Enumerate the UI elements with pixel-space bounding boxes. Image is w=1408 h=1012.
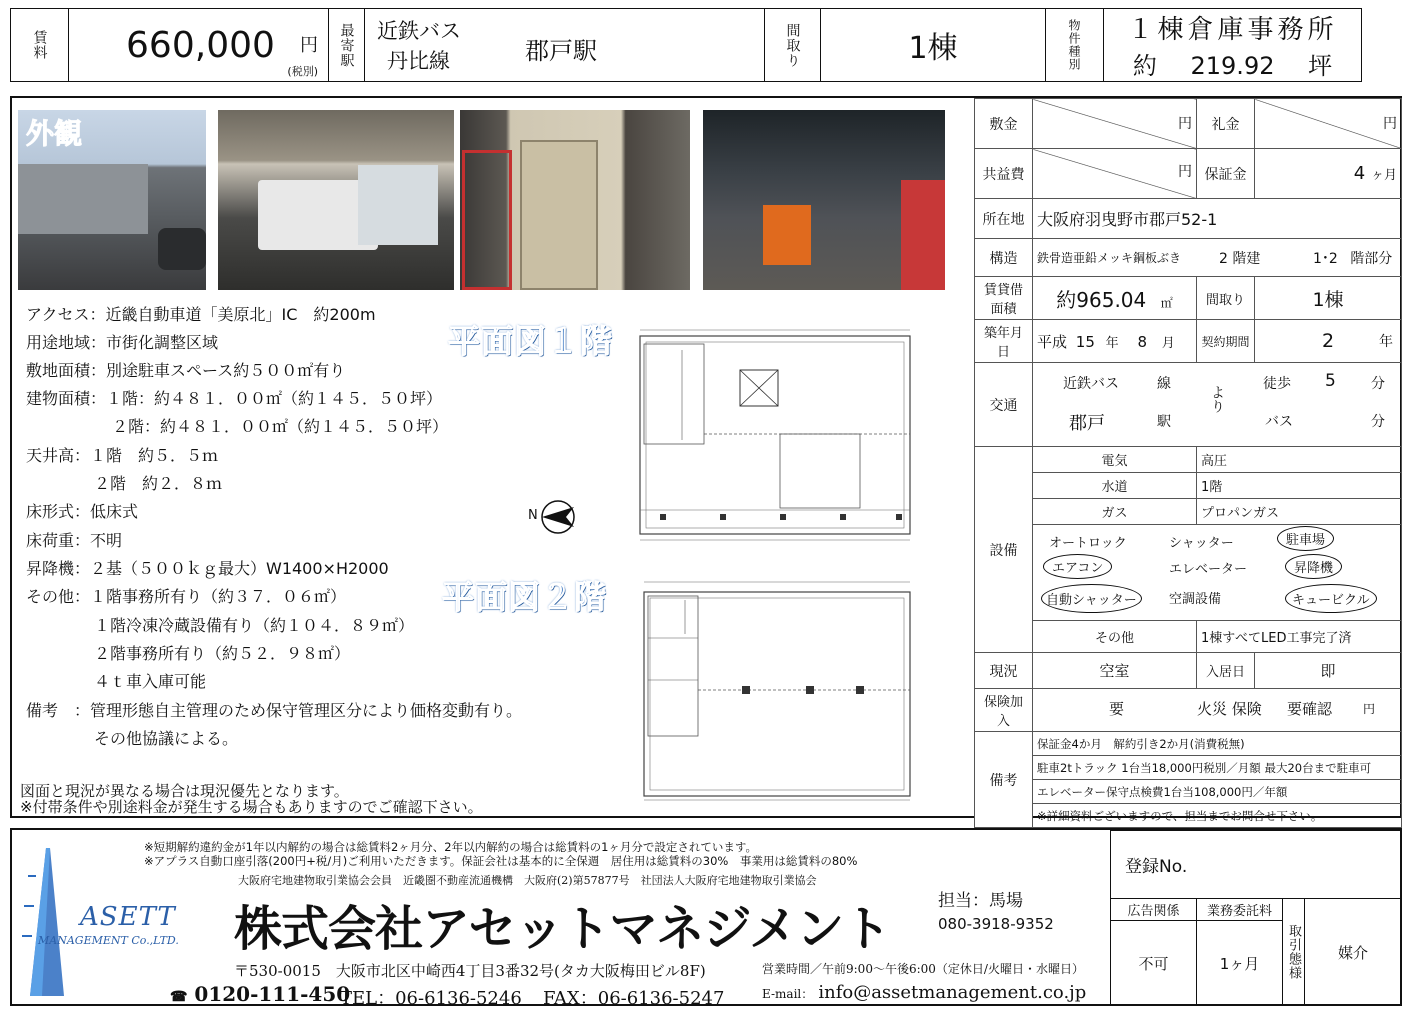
building-shape	[18, 164, 148, 234]
exterior-photo	[18, 110, 206, 290]
guarantee-value: 4	[1353, 163, 1366, 184]
traffic-line-unit: 線	[1157, 375, 1171, 392]
deal-label: 取引態様	[1286, 924, 1301, 980]
spec-other-1: その他：１階事務所有り（約３７．０６㎡）	[26, 587, 347, 606]
equip-grid	[1033, 526, 1401, 620]
built-label: 築年月日	[975, 320, 1033, 363]
status-value: 空室	[1033, 653, 1197, 689]
floors-value: 2	[1219, 251, 1228, 267]
company-fax: FAX：06-6136-5247	[543, 988, 725, 1009]
exterior-label: 外観	[26, 117, 83, 150]
spec-building-area-2f: ２階：約４８１．００㎡（約１４５．５０坪）	[112, 417, 449, 436]
spec-lift: 昇降機：２基（５００ｋｇ最大）W1400×H2000	[26, 559, 389, 578]
common-fee-unit: 円	[1178, 164, 1192, 180]
equip-auto-shutter: 自動シャッター	[1041, 584, 1142, 613]
traffic-station-unit: 駅	[1157, 413, 1171, 430]
floor-part: 1･2	[1313, 251, 1338, 267]
spec-site-area: 敷地面積：別途駐車スペース約５００㎡有り	[26, 361, 346, 380]
other-label: その他	[1033, 621, 1197, 653]
address-label: 所在地	[975, 199, 1033, 239]
rent-area-label: 賃貸借面積	[975, 277, 1033, 320]
move-in-value: 即	[1255, 653, 1402, 689]
floor2-plan-label: 平面図２階	[442, 578, 608, 616]
remark-1: 保証金4か月 解約引き2か月(消費税無)	[1033, 732, 1402, 756]
rent-area-value: 約965.04	[1056, 287, 1147, 312]
traffic-walk-unit: 分	[1371, 375, 1385, 392]
equip-aircon: エアコン	[1043, 554, 1112, 579]
warehouse-photo	[703, 110, 945, 290]
traffic-yori: より	[1209, 384, 1225, 413]
footer-note-1: ※短期解約違約金が1年以内解約の場合は総賃料2ヶ月分、2年以内解約の場合は総賃料の1ヶ月分で設定されています。	[144, 840, 757, 854]
traffic-station: 郡戸	[1069, 412, 1105, 434]
water-label: 水道	[1033, 473, 1197, 499]
equip-hvac: 空調設備	[1169, 591, 1222, 607]
insurance-fire: 火災 保険	[1197, 700, 1262, 718]
contract-label: 契約期間	[1197, 320, 1255, 363]
company-name: 株式会社アセットマネジメント	[234, 901, 891, 957]
spec-zoning: 用途地域：市街化調整区域	[26, 333, 219, 352]
contract-unit: 年	[1379, 334, 1393, 350]
elevator-door	[520, 140, 598, 290]
built-year: 15	[1075, 332, 1095, 351]
area-line	[1104, 46, 1361, 81]
ad-label: 広告関係	[1111, 899, 1197, 921]
status-label: 現況	[975, 653, 1033, 689]
spec-other-2: １階冷凍冷蔵設備有り（約１０４．８９㎡）	[94, 616, 415, 635]
rent-tax: (税別)	[287, 65, 318, 78]
email-line	[762, 982, 1086, 1003]
rent-label: 賃料	[31, 30, 48, 60]
registration-table	[1110, 830, 1402, 1006]
email-address[interactable]: info@assetmanagement.co.jp	[818, 982, 1087, 1003]
type-label: 物件種別	[1067, 19, 1081, 71]
address-value: 大阪府羽曳野市郡戸52-1	[1037, 210, 1218, 229]
company-logo	[20, 846, 210, 996]
floors-unit: 階建	[1232, 251, 1261, 267]
insurance-value: 要	[1109, 700, 1125, 718]
built-era: 平成	[1037, 332, 1068, 351]
rack-shape	[901, 180, 945, 290]
compass-north: N	[528, 508, 538, 523]
gas-value: プロパンガス	[1197, 499, 1402, 525]
traffic-label: 交通	[975, 363, 1033, 447]
car-shape	[158, 228, 206, 270]
property-detail-table	[974, 98, 1402, 823]
floor-part-unit: 階部分	[1350, 251, 1393, 267]
move-in-label: 入居日	[1197, 653, 1255, 689]
deal-value: 媒介	[1305, 899, 1402, 1006]
common-fee-label: 共益費	[975, 149, 1033, 199]
guarantee-unit: ヶ月	[1370, 168, 1397, 183]
spec-ceiling-1f: 天井高：１階 約５．５ｍ	[26, 446, 219, 465]
area-prefix: 約	[1132, 52, 1157, 80]
spec-remark-1: 備考 ：管理形態自主管理のため保守管理区分により価格変動有り。	[26, 701, 523, 720]
logo-text: ASETT	[80, 902, 176, 932]
station-name: 郡戸駅	[525, 37, 597, 65]
madori-value: 1棟	[1312, 288, 1344, 311]
registration-label: 登録No.	[1111, 831, 1402, 899]
remarks-label: 備考	[975, 732, 1033, 828]
equip-label: 設備	[975, 447, 1033, 653]
forklift-shape	[763, 205, 811, 265]
traffic-walk: 徒歩	[1263, 375, 1291, 392]
water-value: 1階	[1197, 473, 1402, 499]
staff-name: 担当：馬場	[938, 891, 1023, 911]
traffic-walk-value: 5	[1325, 370, 1336, 391]
loading-dock-photo	[218, 110, 454, 290]
logo-subtext: MANAGEMENT Co.,LTD.	[38, 934, 179, 947]
remark-4: ※詳細資料ございますので、担当までお問合せ下さい。	[1033, 804, 1402, 828]
spec-remark-2: その他協議による。	[94, 729, 239, 748]
compass	[528, 498, 578, 536]
gas-label: ガス	[1033, 499, 1197, 525]
footer-assoc: 大阪府宅地建物取引業協会会員 近畿圏不動産流通機構 大阪府(2)第57877号 社団法人大阪府宅地建物取引業協会	[238, 874, 817, 887]
header-bar	[10, 8, 1362, 81]
other-value: 1棟すべてLED工事完了済	[1197, 621, 1402, 653]
insurance-confirm: 要確認	[1287, 700, 1333, 718]
elec-value: 高圧	[1197, 447, 1402, 473]
deposit-unit: 円	[1178, 116, 1192, 132]
rent-unit: 円	[300, 34, 318, 56]
business-hours: 営業時間／午前9:00～午後6:00（定休日/火曜日・水曜日）	[762, 962, 1084, 976]
company-tel: TEL：06-6136-5246	[340, 988, 522, 1009]
spec-other-4: ４ｔ車入庫可能	[94, 672, 207, 691]
line-name-2: 丹比線	[387, 49, 450, 73]
floor2-plan-drawing	[630, 576, 916, 808]
traffic-line: 近鉄バス	[1063, 375, 1119, 392]
spec-other-3: ２階事務所有り（約５２．９８㎡）	[94, 644, 351, 663]
contract-value: 2	[1321, 330, 1335, 352]
built-month-unit: 月	[1161, 335, 1175, 351]
elec-label: 電気	[1033, 447, 1197, 473]
remark-3: エレベーター保守点検費1台当108,000円／年額	[1033, 780, 1402, 804]
line-name: 近鉄バス	[377, 19, 461, 43]
rent-area-unit: ㎡	[1160, 295, 1173, 310]
equip-lift: 昇降機	[1285, 554, 1342, 579]
footer-note-2: ※アプラス自動口座引落(200円+税/月)ご利用いただきます。保証会社は基本的に全保週 居住用は総賃料の30% 事業用は総賃料の80%	[144, 854, 858, 868]
floor1-plan-drawing	[630, 322, 916, 548]
floor1-plan-label: 平面図１階	[448, 322, 614, 360]
insurance-unit: 円	[1363, 702, 1376, 716]
fee-label: 業務委託料	[1197, 899, 1283, 921]
freedial-icon: ☎	[170, 989, 188, 1005]
traffic-bus: バス	[1265, 413, 1293, 430]
equip-shutter: シャッター	[1169, 535, 1234, 551]
key-money-label: 礼金	[1197, 99, 1255, 149]
insurance-label: 保険加入	[975, 689, 1033, 732]
remark-2: 駐車2tトラック 1台当18,000円税別／月額 最大20台まで駐車可	[1033, 756, 1402, 780]
cart-shape	[462, 150, 512, 290]
elevator-photo	[460, 110, 690, 290]
station-label: 最寄駅	[338, 22, 355, 68]
guarantee-label: 保証金	[1197, 149, 1255, 199]
spec-floor-load: 床荷重：不明	[26, 531, 123, 550]
equip-cubicle: キュービクル	[1285, 584, 1377, 613]
ad-value: 不可	[1111, 921, 1197, 1006]
company-address: 〒530-0015 大阪市北区中崎西4丁目3番32号(タカ大阪梅田ビル8F)	[234, 962, 706, 980]
email-label: E-mail：	[762, 987, 814, 1001]
area-unit: 坪	[1308, 52, 1333, 80]
deposit-label: 敷金	[975, 99, 1033, 149]
spec-access: アクセス：近畿自動車道「美原北」IC 約200m	[26, 305, 376, 324]
layout-value: 1棟	[908, 31, 958, 66]
staff-phone[interactable]: 080-3918-9352	[938, 915, 1054, 933]
built-month: 8	[1137, 332, 1148, 351]
truck-shape-2	[358, 165, 438, 245]
equip-elevator: エレベーター	[1169, 561, 1248, 577]
note-line-1: 図面と現況が異なる場合は現況優先となります。	[20, 782, 349, 800]
spec-ceiling-2f: ２階 約２．８ｍ	[94, 474, 223, 493]
spec-floor-type: 床形式：低床式	[26, 502, 139, 521]
area-value: 219.92	[1190, 52, 1275, 80]
spec-building-area-1f: 建物面積：１階：約４８１．００㎡（約１４５．５０坪）	[26, 389, 443, 408]
traffic-bus-unit: 分	[1371, 413, 1385, 430]
key-money-unit: 円	[1383, 116, 1397, 132]
freedial-number: 0120-111-450	[194, 982, 351, 1006]
note-line-2: ※付帯条件や別途料金が発生する場合もありますのでご確認下さい。	[20, 798, 483, 816]
structure-label: 構造	[975, 239, 1033, 277]
type-value: １棟倉庫事務所	[1127, 15, 1338, 45]
madori-label: 間取り	[1197, 277, 1255, 320]
freedial	[170, 982, 350, 1006]
rent-value: 660,000	[126, 24, 275, 66]
layout-label: 間取り	[784, 22, 801, 68]
equip-parking: 駐車場	[1277, 526, 1334, 551]
built-year-unit: 年	[1105, 335, 1119, 351]
equip-autolock: オートロック	[1049, 535, 1127, 551]
structure-value: 鉄骨造亜鉛メッキ鋼板ぶき	[1037, 251, 1182, 265]
fee-value: 1ヶ月	[1197, 921, 1283, 1006]
